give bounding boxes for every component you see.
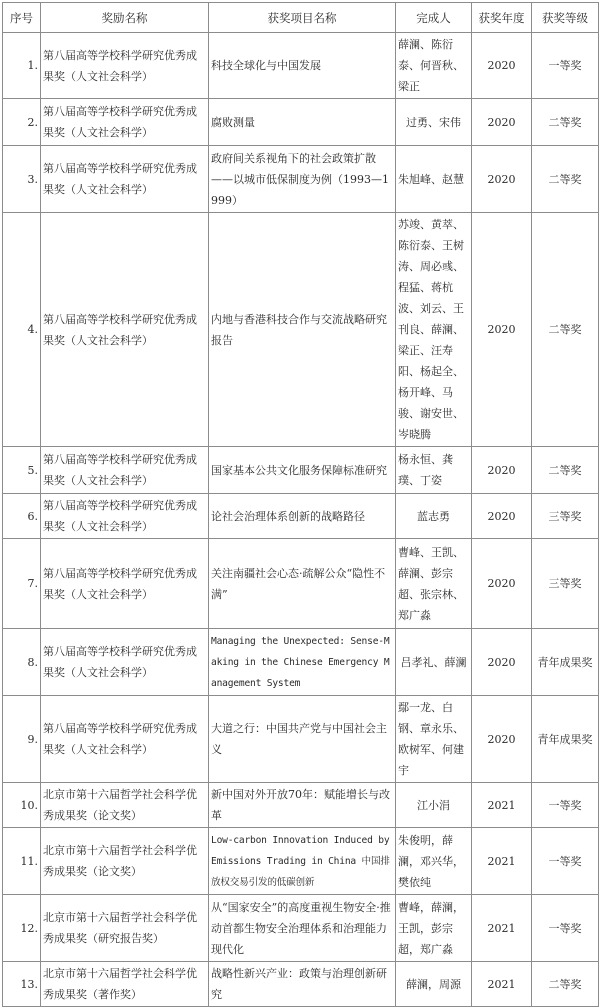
- row-index: 12.: [3, 895, 41, 962]
- header-index: 序号: [3, 3, 41, 33]
- row-year: 2020: [472, 99, 532, 146]
- row-project-name: 关注南疆社会心态·疏解公众“隐性不满”: [209, 539, 396, 629]
- row-project-name: 从“国家安全”的高度重视生物安全·推动首都生物安全治理体系和治理能力现代化: [209, 895, 396, 962]
- row-index: 7.: [3, 539, 41, 629]
- row-people: 杨永恒、龚璞、丁姿: [396, 447, 472, 494]
- table-row: [3, 539, 599, 629]
- row-project-name: 新中国对外开放70年：赋能增长与改革: [209, 783, 396, 828]
- row-award-name: 北京市第十六届哲学社会科学优秀成果奖（论文奖）: [41, 828, 209, 895]
- row-year: 2021: [472, 783, 532, 828]
- row-award-name: 第八届高等学校科学研究优秀成果奖（人文社会科学）: [41, 146, 209, 213]
- row-year: 2020: [472, 629, 532, 696]
- table-row: [3, 783, 599, 828]
- row-people: 朱俊明，薛澜，邓兴华，樊依纯: [396, 828, 472, 895]
- row-year: 2020: [472, 33, 532, 99]
- table-row: [3, 895, 599, 962]
- row-index: 3.: [3, 146, 41, 213]
- row-people: 曹峰、王凯、薛澜、彭宗超、张宗林、郑广淼: [396, 539, 472, 629]
- row-project-name: 国家基本公共文化服务保障标准研究: [209, 447, 396, 494]
- row-grade: 青年成果奖: [532, 696, 599, 783]
- table-row: [3, 494, 599, 539]
- row-index: 1.: [3, 33, 41, 99]
- row-index: 2.: [3, 99, 41, 146]
- row-people: 苏竣、黄萃、陈衍泰、王树涛、周必彧、程猛、蒋杭波、刘云、王刊良、薛澜、梁正、汪寿阳、杨起全、杨开峰、马骏、谢安世、岑晓腾: [396, 213, 472, 447]
- row-year: 2020: [472, 539, 532, 629]
- row-year: 2020: [472, 696, 532, 783]
- row-year: 2021: [472, 828, 532, 895]
- row-index: 13.: [3, 962, 41, 1007]
- row-grade: 二等奖: [532, 447, 599, 494]
- row-people: 鄢一龙、白钢、章永乐、欧树军、何建宇: [396, 696, 472, 783]
- row-award-name: 第八届高等学校科学研究优秀成果奖（人文社会科学）: [41, 447, 209, 494]
- table-row: [3, 962, 599, 1007]
- row-index: 8.: [3, 629, 41, 696]
- row-grade: 二等奖: [532, 99, 599, 146]
- row-project-name: 内地与香港科技合作与交流战略研究报告: [209, 213, 396, 447]
- row-grade: 二等奖: [532, 962, 599, 1007]
- row-award-name: 第八届高等学校科学研究优秀成果奖（人文社会科学）: [41, 539, 209, 629]
- row-year: 2021: [472, 962, 532, 1007]
- row-award-name: 北京市第十六届哲学社会科学优秀成果奖（论文奖）: [41, 783, 209, 828]
- row-year: 2020: [472, 447, 532, 494]
- row-year: 2020: [472, 213, 532, 447]
- header-project-name: 获奖项目名称: [209, 3, 396, 33]
- row-grade: 一等奖: [532, 895, 599, 962]
- row-grade: 三等奖: [532, 494, 599, 539]
- row-award-name: 第八届高等学校科学研究优秀成果奖（人文社会科学）: [41, 99, 209, 146]
- row-index: 10.: [3, 783, 41, 828]
- row-grade: 一等奖: [532, 33, 599, 99]
- row-year: 2020: [472, 146, 532, 213]
- table-row: [3, 696, 599, 783]
- row-index: 5.: [3, 447, 41, 494]
- row-people: 江小涓: [396, 783, 472, 828]
- table-row: [3, 33, 599, 99]
- table-row: [3, 213, 599, 447]
- row-people: 朱旭峰、赵慧: [396, 146, 472, 213]
- row-award-name: 北京市第十六届哲学社会科学优秀成果奖（著作奖）: [41, 962, 209, 1007]
- header-people: 完成人: [396, 3, 472, 33]
- row-index: 6.: [3, 494, 41, 539]
- row-award-name: 第八届高等学校科学研究优秀成果奖（人文社会科学）: [41, 33, 209, 99]
- table-row: [3, 146, 599, 213]
- row-project-name: 大道之行：中国共产党与中国社会主义: [209, 696, 396, 783]
- row-project-name: 论社会治理体系创新的战略路径: [209, 494, 396, 539]
- row-grade: 二等奖: [532, 146, 599, 213]
- row-project-name: 腐败测量: [209, 99, 396, 146]
- row-people: 过勇、宋伟: [396, 99, 472, 146]
- header-award-name: 奖励名称: [41, 3, 209, 33]
- table-row: [3, 99, 599, 146]
- row-grade: 二等奖: [532, 213, 599, 447]
- row-index: 9.: [3, 696, 41, 783]
- row-year: 2020: [472, 494, 532, 539]
- row-people: 薛澜，周源: [396, 962, 472, 1007]
- row-award-name: 第八届高等学校科学研究优秀成果奖（人文社会科学）: [41, 696, 209, 783]
- row-grade: 三等奖: [532, 539, 599, 629]
- table-row: [3, 447, 599, 494]
- header-row: [3, 3, 599, 33]
- row-project-name: Managing the Unexpected: Sense-Making in the Chinese Emergency Management System: [209, 629, 396, 696]
- row-award-name: 第八届高等学校科学研究优秀成果奖（人文社会科学）: [41, 213, 209, 447]
- row-project-name: Low-carbon Innovation Induced by Emissions Trading in China 中国排放权交易引发的低碳创新: [209, 828, 396, 895]
- row-people: 薛澜、陈衍泰、何晋秋、梁正: [396, 33, 472, 99]
- row-people: 吕孝礼、薛澜: [396, 629, 472, 696]
- row-index: 4.: [3, 213, 41, 447]
- row-index: 11.: [3, 828, 41, 895]
- row-grade: 一等奖: [532, 783, 599, 828]
- awards-table: [2, 2, 599, 1007]
- table-row: [3, 828, 599, 895]
- row-grade: 青年成果奖: [532, 629, 599, 696]
- header-year: 获奖年度: [472, 3, 532, 33]
- row-award-name: 第八届高等学校科学研究优秀成果奖（人文社会科学）: [41, 494, 209, 539]
- table-row: [3, 629, 599, 696]
- row-award-name: 北京市第十六届哲学社会科学优秀成果奖（研究报告奖）: [41, 895, 209, 962]
- row-grade: 一等奖: [532, 828, 599, 895]
- row-project-name: 科技全球化与中国发展: [209, 33, 396, 99]
- row-year: 2021: [472, 895, 532, 962]
- row-project-name: 政府间关系视角下的社会政策扩散——以城市低保制度为例（1993—1999）: [209, 146, 396, 213]
- row-people: 曹峰，薛澜，王凯，彭宗超，郑广淼: [396, 895, 472, 962]
- row-people: 蓝志勇: [396, 494, 472, 539]
- row-award-name: 第八届高等学校科学研究优秀成果奖（人文社会科学）: [41, 629, 209, 696]
- header-grade: 获奖等级: [532, 3, 599, 33]
- row-project-name: 战略性新兴产业：政策与治理创新研究: [209, 962, 396, 1007]
